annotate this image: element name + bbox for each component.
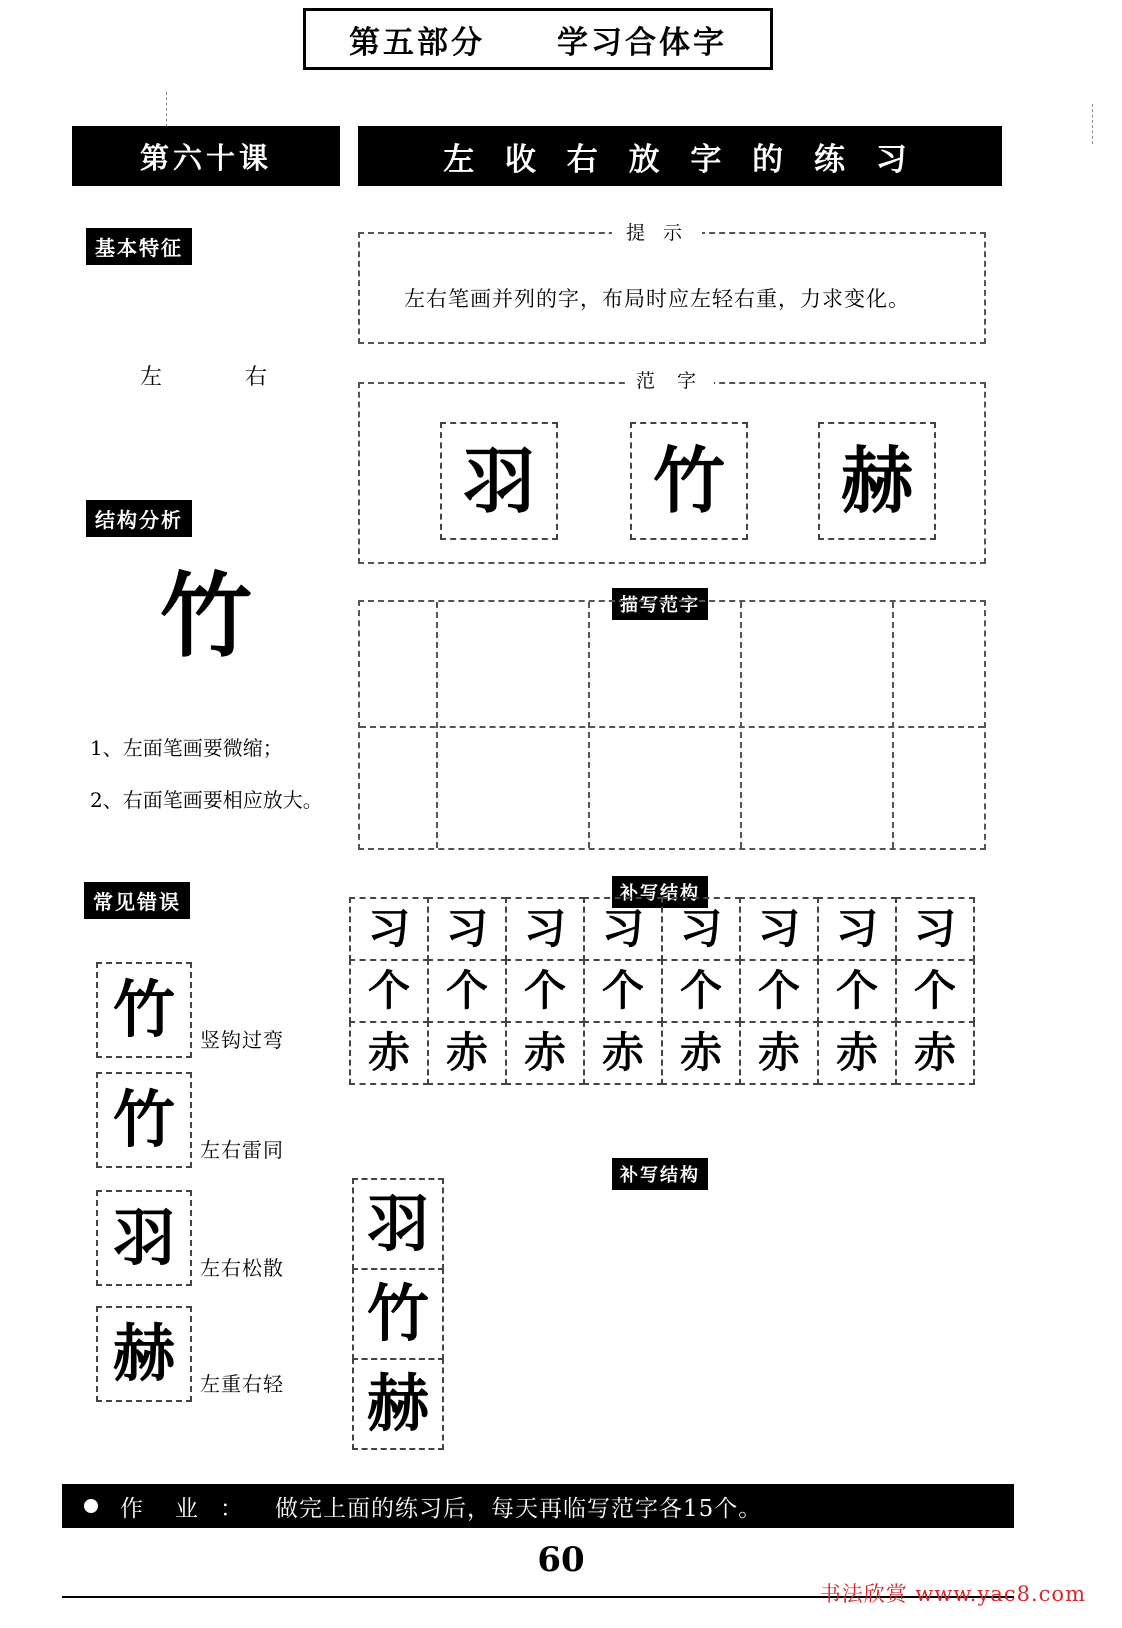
practice-grid xyxy=(350,898,974,1084)
error-label: 左右松散 xyxy=(200,1256,284,1280)
bottom-write-cell: 赫 xyxy=(352,1358,444,1450)
practice-cell: 赤 xyxy=(583,1021,663,1085)
practice-cell: 个 xyxy=(661,959,741,1023)
practice-cell: 习 xyxy=(583,897,663,961)
practice-cell: 个 xyxy=(895,959,975,1023)
homework-text: 做完上面的练习后，每天再临写范字各15个。 xyxy=(275,1495,763,1522)
hint-text: 左右笔画并列的字，布局时应左轻右重，力求变化。 xyxy=(404,287,910,311)
practice-cell: 个 xyxy=(505,959,585,1023)
practice-label-bottom: 补写结构 xyxy=(612,1158,708,1190)
error-item xyxy=(96,1190,284,1286)
structure-sample-char: 竹 xyxy=(160,562,253,670)
practice-cell: 习 xyxy=(661,897,741,961)
practice-cell: 个 xyxy=(427,959,507,1023)
left-right-label: 左 右 xyxy=(140,365,305,390)
practice-cell: 赤 xyxy=(349,1021,429,1085)
page-number: 60 xyxy=(537,1540,585,1580)
model-char-glyph: 赫 xyxy=(840,438,913,523)
practice-cell: 习 xyxy=(505,897,585,961)
error-label: 左重右轻 xyxy=(200,1372,284,1396)
model-char-cell xyxy=(818,422,936,540)
practice-cell: 个 xyxy=(583,959,663,1023)
homework-label-tail: 业： xyxy=(175,1495,265,1522)
model-chars-label: 范 字 xyxy=(626,366,714,393)
registration-mark-right xyxy=(1092,104,1093,144)
bullet-icon xyxy=(84,1499,98,1513)
model-char-glyph: 羽 xyxy=(462,438,535,523)
hint-label: 提 示 xyxy=(612,218,702,245)
bottom-write-column xyxy=(352,1180,444,1450)
practice-label-top: 补写结构 xyxy=(612,876,708,908)
model-char-glyph: 竹 xyxy=(652,438,725,523)
model-char-cell xyxy=(630,422,748,540)
error-char: 竹 xyxy=(96,962,192,1058)
homework-label-head: 作 xyxy=(120,1495,165,1522)
error-item xyxy=(96,962,284,1058)
part-title: 学习合体字 xyxy=(557,24,727,61)
error-item xyxy=(96,1306,284,1402)
part-label: 第五部分 xyxy=(349,24,485,61)
error-char: 赫 xyxy=(96,1306,192,1402)
section-tag-basic-feature: 基本特征 xyxy=(86,228,192,265)
trace-practice-box xyxy=(358,600,986,850)
watermark: 书法欣赏 www.yac8.com xyxy=(819,1582,1086,1606)
structure-note-2: 2、右面笔画要相应放大。 xyxy=(90,788,323,812)
error-char: 竹 xyxy=(96,1072,192,1168)
practice-cell: 赤 xyxy=(817,1021,897,1085)
error-label: 竖钩过弯 xyxy=(200,1028,284,1052)
lesson-number: 第六十课 xyxy=(72,126,340,186)
homework-bar xyxy=(62,1484,1014,1528)
error-item xyxy=(96,1072,284,1168)
structure-notes xyxy=(90,722,350,826)
lesson-title: 左 收 右 放 字 的 练 习 xyxy=(358,126,1002,186)
practice-cell: 赤 xyxy=(895,1021,975,1085)
error-char: 羽 xyxy=(96,1190,192,1286)
practice-cell: 习 xyxy=(817,897,897,961)
trace-label: 描写范字 xyxy=(612,588,708,620)
practice-cell: 习 xyxy=(739,897,819,961)
practice-cell: 赤 xyxy=(739,1021,819,1085)
section-tag-common-errors: 常见错误 xyxy=(84,882,190,919)
practice-cell: 赤 xyxy=(505,1021,585,1085)
practice-cell: 个 xyxy=(349,959,429,1023)
practice-cell: 个 xyxy=(817,959,897,1023)
bottom-write-cell: 羽 xyxy=(352,1178,444,1270)
practice-cell: 习 xyxy=(427,897,507,961)
model-char-cell xyxy=(440,422,558,540)
practice-cell: 习 xyxy=(895,897,975,961)
practice-cell: 习 xyxy=(349,897,429,961)
section-tag-structure-analysis: 结构分析 xyxy=(86,500,192,537)
practice-cell: 赤 xyxy=(427,1021,507,1085)
practice-cell: 赤 xyxy=(661,1021,741,1085)
error-label: 左右雷同 xyxy=(200,1138,284,1162)
structure-note-1: 1、左面笔画要微缩； xyxy=(90,736,283,760)
part-banner xyxy=(303,8,773,70)
practice-cell: 个 xyxy=(739,959,819,1023)
bottom-write-cell: 竹 xyxy=(352,1268,444,1360)
